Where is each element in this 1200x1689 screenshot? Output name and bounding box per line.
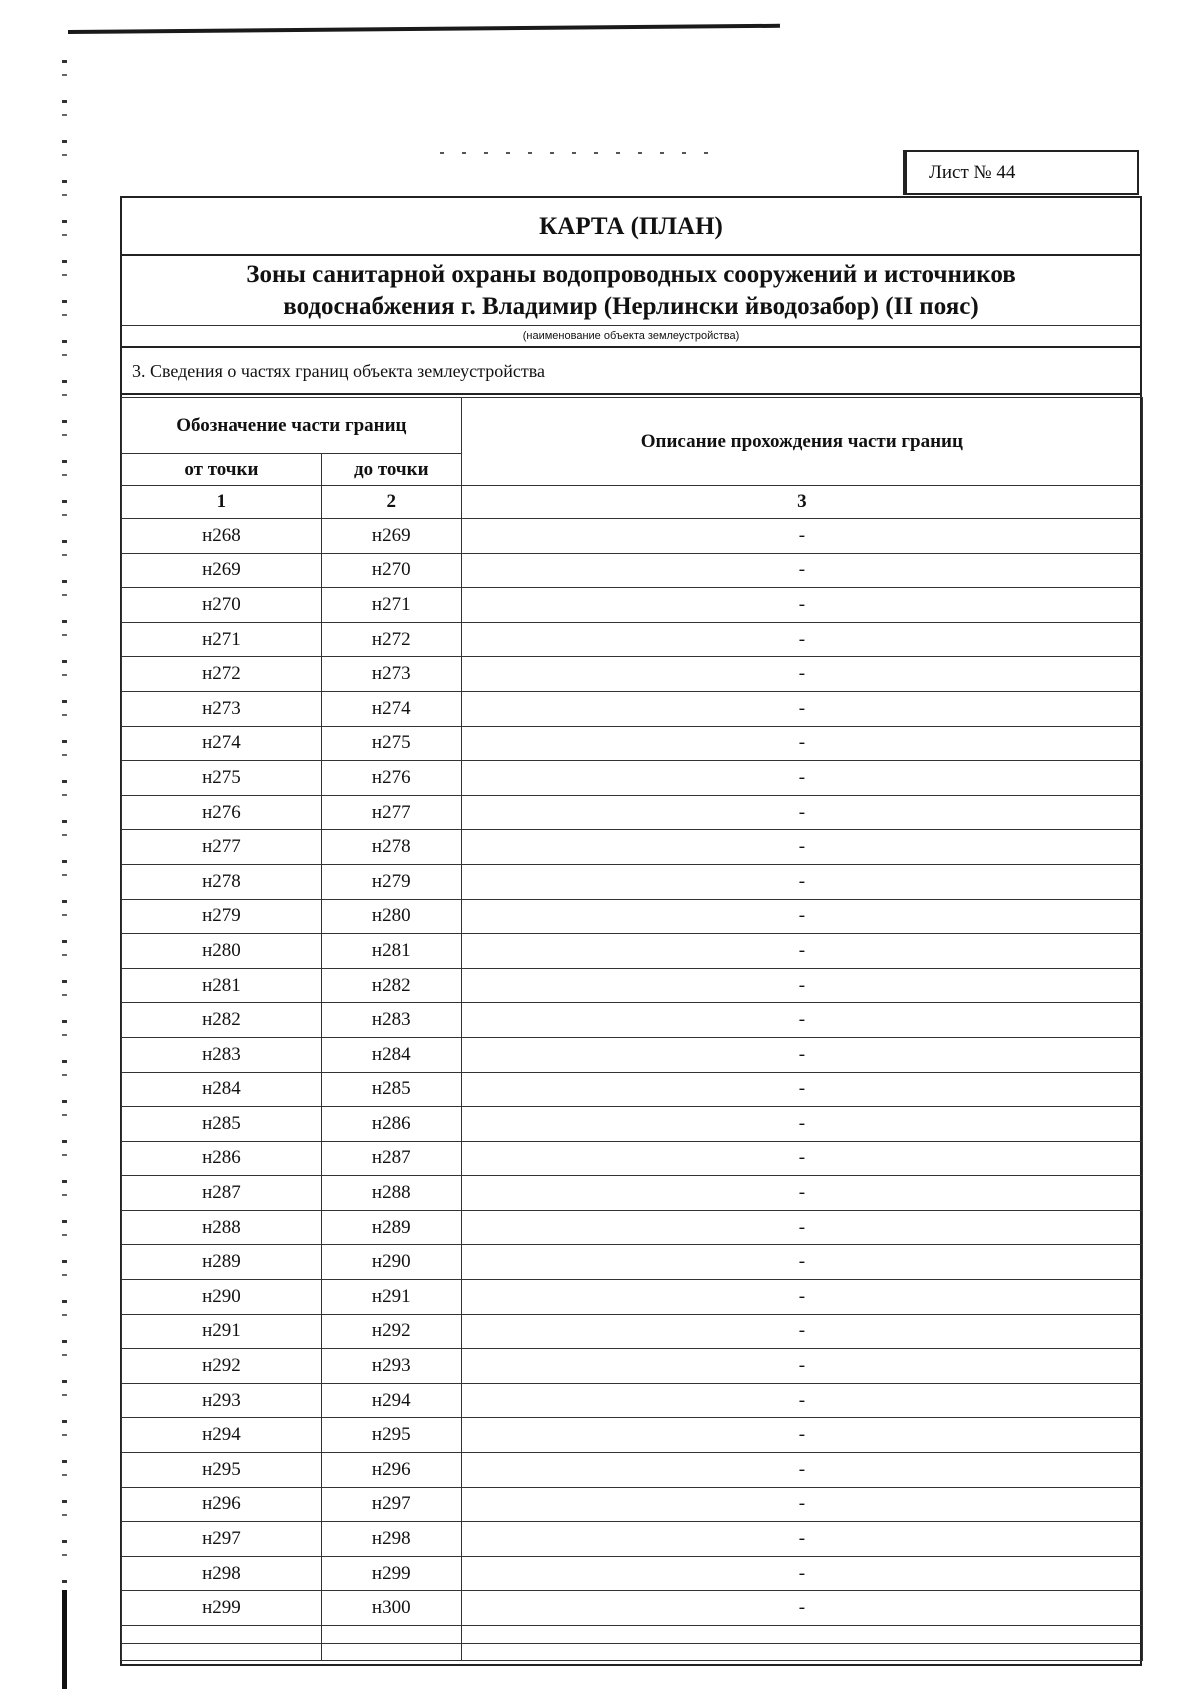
table-row <box>122 864 1143 899</box>
table-row <box>122 1141 1143 1176</box>
cell-from: н293 <box>122 1383 322 1418</box>
cell-desc: - <box>461 519 1142 554</box>
cell-to: н280 <box>321 899 461 934</box>
table-row <box>122 830 1143 865</box>
header-description: Описание прохождения части границ <box>461 398 1142 486</box>
cell-desc: - <box>461 1072 1142 1107</box>
table-row <box>122 1210 1143 1245</box>
sheet-number: Лист № 44 <box>929 162 1016 183</box>
scan-left-edge <box>62 60 67 1689</box>
table-row <box>122 795 1143 830</box>
cell-from: н271 <box>122 622 322 657</box>
cell-desc: - <box>461 830 1142 865</box>
cell-from: н285 <box>122 1107 322 1142</box>
cell-to: н281 <box>321 934 461 969</box>
cell-desc: - <box>461 1383 1142 1418</box>
table-row <box>122 1280 1143 1315</box>
cell-to: н270 <box>321 553 461 588</box>
cell-desc: - <box>461 553 1142 588</box>
column-number-2: 2 <box>321 486 461 519</box>
table-row <box>122 519 1143 554</box>
cell-desc: - <box>461 622 1142 657</box>
table-row <box>122 1453 1143 1488</box>
cell-to: н274 <box>321 691 461 726</box>
cell-from: н274 <box>122 726 322 761</box>
cell-to: н279 <box>321 864 461 899</box>
cell-from: н289 <box>122 1245 322 1280</box>
cell-to: н275 <box>321 726 461 761</box>
cell-from: н290 <box>122 1280 322 1315</box>
cell-from: н280 <box>122 934 322 969</box>
table-row <box>122 934 1143 969</box>
scan-dotted-marks <box>440 152 720 154</box>
cell-from: н270 <box>122 588 322 623</box>
cell-from: н275 <box>122 761 322 796</box>
object-caption: (наименование объекта землеустройства) <box>122 326 1140 348</box>
cell-desc: - <box>461 1245 1142 1280</box>
cell-to: н294 <box>321 1383 461 1418</box>
cell-from: н297 <box>122 1522 322 1557</box>
cell-to: н272 <box>321 622 461 657</box>
cell-desc: - <box>461 1556 1142 1591</box>
cell-desc: - <box>461 1141 1142 1176</box>
table-row <box>122 657 1143 692</box>
cell-from: н268 <box>122 519 322 554</box>
cell-to: н276 <box>321 761 461 796</box>
cell-desc: - <box>461 1349 1142 1384</box>
cell-from: н294 <box>122 1418 322 1453</box>
scan-top-line <box>68 24 780 34</box>
table-row <box>122 726 1143 761</box>
table-row <box>122 1176 1143 1211</box>
cell-to: н298 <box>321 1522 461 1557</box>
table-row <box>122 1349 1143 1384</box>
cell-from: н284 <box>122 1072 322 1107</box>
table-row <box>122 1107 1143 1142</box>
cell-from: н278 <box>122 864 322 899</box>
table-row <box>122 761 1143 796</box>
table-row <box>122 1522 1143 1557</box>
cell-to: н283 <box>321 1003 461 1038</box>
cell-desc: - <box>461 761 1142 796</box>
cell-to: н286 <box>321 1107 461 1142</box>
cell-desc: - <box>461 968 1142 1003</box>
cell-from: н298 <box>122 1556 322 1591</box>
cell-from: н292 <box>122 1349 322 1384</box>
cell-from: н282 <box>122 1003 322 1038</box>
cell-to: н299 <box>321 1556 461 1591</box>
cell-desc: - <box>461 1522 1142 1557</box>
table-row <box>122 588 1143 623</box>
cell-from: н296 <box>122 1487 322 1522</box>
cell-desc: - <box>461 1037 1142 1072</box>
cell-from: н295 <box>122 1453 322 1488</box>
cell-from: н279 <box>122 899 322 934</box>
cell-to: н288 <box>321 1176 461 1211</box>
cell-to: н269 <box>321 519 461 554</box>
cell-from: н273 <box>122 691 322 726</box>
cell-to: н295 <box>321 1418 461 1453</box>
cell-to: н277 <box>321 795 461 830</box>
cell-desc: - <box>461 726 1142 761</box>
cell-desc: - <box>461 1003 1142 1038</box>
cell-from: н288 <box>122 1210 322 1245</box>
cell-to: н273 <box>321 657 461 692</box>
table-row <box>122 691 1143 726</box>
cell-from: н291 <box>122 1314 322 1349</box>
cell-desc: - <box>461 899 1142 934</box>
object-name-line-2: водоснабжения г. Владимир (Нерлински йводозабор) (II пояс) <box>283 293 979 320</box>
cell-desc: - <box>461 934 1142 969</box>
cell-desc: - <box>461 1418 1142 1453</box>
table-body <box>122 519 1143 1661</box>
cell-from: н286 <box>122 1141 322 1176</box>
object-name <box>122 256 1140 326</box>
table-row <box>122 1591 1143 1626</box>
cell-to: н271 <box>321 588 461 623</box>
section-title: 3. Сведения о частях границ объекта землеустройства <box>122 348 1140 395</box>
sheet-number-box <box>903 150 1139 195</box>
table-row <box>122 1037 1143 1072</box>
cell-desc: - <box>461 588 1142 623</box>
cell-from: н287 <box>122 1176 322 1211</box>
cell-to: н297 <box>321 1487 461 1522</box>
cell-desc: - <box>461 1280 1142 1315</box>
cell-to: н291 <box>321 1280 461 1315</box>
table-row <box>122 553 1143 588</box>
cell-from: н299 <box>122 1591 322 1626</box>
table-row <box>122 1487 1143 1522</box>
cell-to: н287 <box>321 1141 461 1176</box>
cell-to: н278 <box>321 830 461 865</box>
column-number-1: 1 <box>122 486 322 519</box>
table-row <box>122 1003 1143 1038</box>
cell-from: н283 <box>122 1037 322 1072</box>
cell-desc: - <box>461 657 1142 692</box>
cell-desc: - <box>461 1314 1142 1349</box>
cell-from: н269 <box>122 553 322 588</box>
cell-desc: - <box>461 1107 1142 1142</box>
table-row <box>122 1314 1143 1349</box>
cell-desc: - <box>461 1487 1142 1522</box>
cell-to: н292 <box>321 1314 461 1349</box>
frame-bottom-line <box>122 1643 1140 1644</box>
page-title: КАРТА (ПЛАН) <box>122 198 1140 256</box>
cell-desc: - <box>461 1210 1142 1245</box>
header-designation: Обозначение части границ <box>122 398 462 454</box>
table-row <box>122 1245 1143 1280</box>
boundary-parts-table <box>121 397 1143 1661</box>
scan-left-edge-dark <box>62 1590 67 1689</box>
cell-to: н293 <box>321 1349 461 1384</box>
table-row <box>122 1418 1143 1453</box>
cell-desc: - <box>461 1453 1142 1488</box>
cell-from: н277 <box>122 830 322 865</box>
table-row <box>122 1072 1143 1107</box>
object-name-line-1: Зоны санитарной охраны водопроводных сооружений и источников <box>246 261 1016 288</box>
header-from-point: от точки <box>122 454 322 486</box>
cell-desc: - <box>461 1176 1142 1211</box>
table-row <box>122 899 1143 934</box>
cell-to: н284 <box>321 1037 461 1072</box>
cell-to: н300 <box>321 1591 461 1626</box>
column-number-3: 3 <box>461 486 1142 519</box>
table-row <box>122 1556 1143 1591</box>
cell-desc: - <box>461 864 1142 899</box>
document-frame <box>120 196 1142 1666</box>
header-to-point: до точки <box>321 454 461 486</box>
cell-from: н281 <box>122 968 322 1003</box>
table-row <box>122 1383 1143 1418</box>
cell-desc: - <box>461 795 1142 830</box>
table-row <box>122 968 1143 1003</box>
cell-desc: - <box>461 1591 1142 1626</box>
cell-to: н296 <box>321 1453 461 1488</box>
cell-to: н282 <box>321 968 461 1003</box>
cell-to: н285 <box>321 1072 461 1107</box>
cell-to: н289 <box>321 1210 461 1245</box>
table-row <box>122 622 1143 657</box>
cell-from: н272 <box>122 657 322 692</box>
cell-desc: - <box>461 691 1142 726</box>
cell-from: н276 <box>122 795 322 830</box>
cell-to: н290 <box>321 1245 461 1280</box>
